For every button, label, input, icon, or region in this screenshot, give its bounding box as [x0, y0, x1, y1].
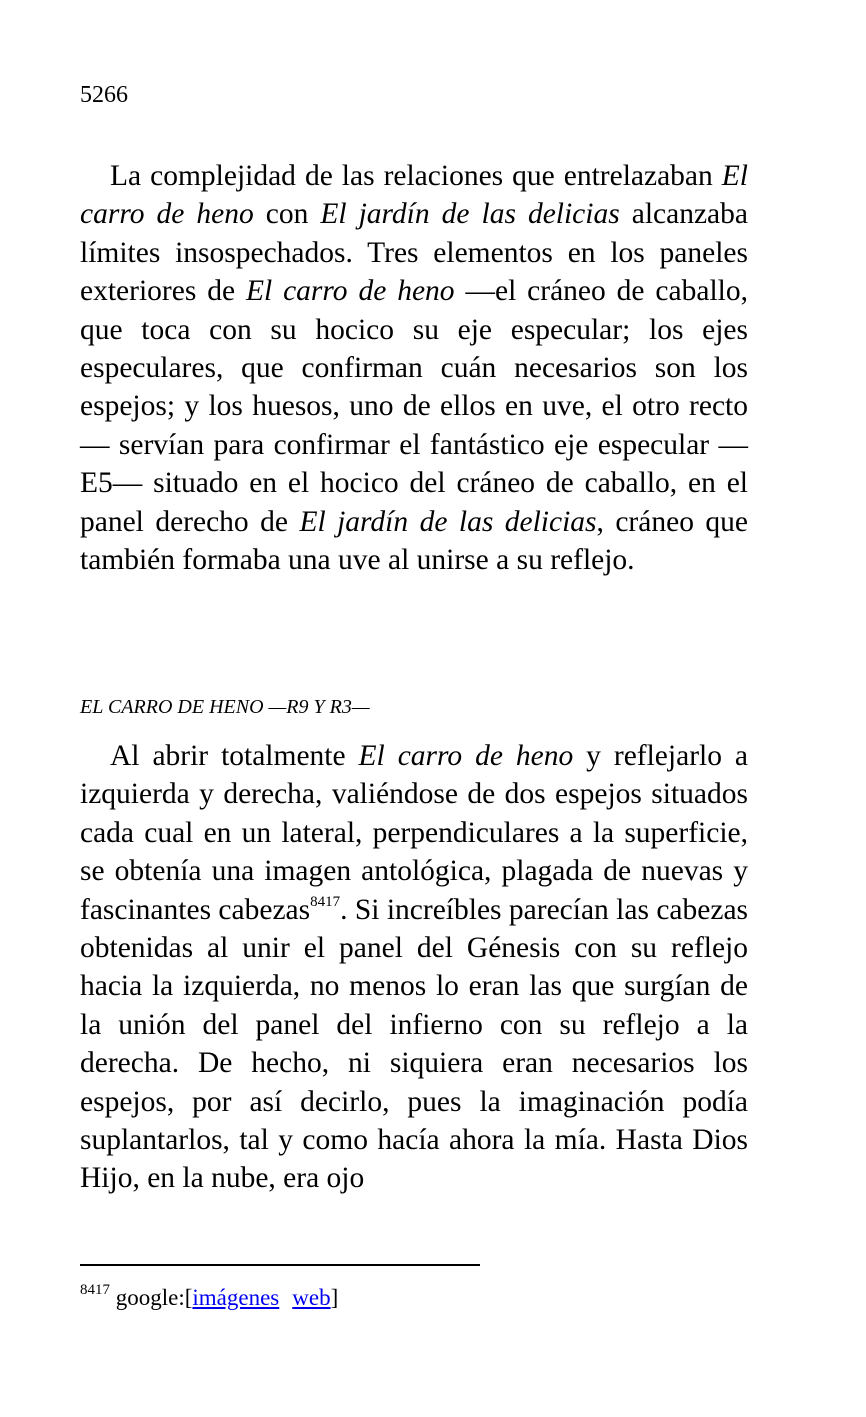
- paragraph-1-text-5: , cráneo que también formaba una uve al unirse a su reflejo.: [80, 505, 748, 577]
- paragraph-2: [80, 737, 748, 1198]
- paragraph-1-text-2: con: [253, 198, 321, 231]
- paragraph-2-text-3: . Si increíbles parecían las cabezas obtenidas al unir el panel del Génesis con su reflejo hacia la izquierda, no menos lo eran las que surgían de la unión del panel del infierno con su reflejo a la derecha. De hecho, ni siquiera eran necesarios los espejos, por así decirlo, pues la imaginación podía suplantarlos, tal y como hacía ahora la mía. Hasta Dios Hijo, en la nube, era ojo: [80, 893, 749, 1195]
- images-link[interactable]: imágenes: [192, 1285, 280, 1310]
- web-link[interactable]: web: [292, 1285, 331, 1310]
- paragraph-2-title-1: El carro de heno: [358, 740, 574, 772]
- paragraph-1-title-4: El jardín de las delicias: [299, 505, 597, 538]
- section-heading: EL CARRO DE HENO —R9 Y R3—: [80, 696, 370, 718]
- paragraph-2-text-1: Al abrir totalmente: [110, 740, 359, 772]
- paragraph-1-text-1: La complejidad de las relaciones que entrelazaban: [110, 160, 722, 192]
- page-number: 5266: [80, 82, 128, 108]
- footnote-reference[interactable]: 8417: [310, 893, 341, 910]
- paragraph-1: [80, 157, 748, 579]
- footnote-number: 8417: [80, 1282, 110, 1298]
- paragraph-1-title-2: El jardín de las delicias: [320, 198, 620, 231]
- paragraph-1-text-4: —el cráneo de caballo, que toca con su hocico su eje especular; los ejes especulares, que confirman cuán necesarios son los espejos; y los huesos, uno de ellos en uve, el otro recto— servían para confirmar el fantástico eje especular —E5— situado en el hocico del cráneo de caballo, en el panel derecho de: [80, 275, 748, 538]
- paragraph-2-text-2: y reflejarlo a izquierda y derecha, valiéndose de dos espejos situados cada cual en un lateral, perpendiculares a la superficie, se obtenía una imagen antológica, plagada de nuevas y fascinantes cabezas: [80, 740, 748, 926]
- footnote-divider: [80, 1264, 480, 1266]
- paragraph-1-text-3: alcanzaba límites insospechados. Tres elementos en los paneles exteriores de: [80, 198, 748, 308]
- footnote: [80, 1283, 338, 1313]
- paragraph-1-title-1: El carro de heno: [80, 160, 748, 231]
- footnote-suffix: ]: [330, 1285, 339, 1310]
- footnote-prefix: google:[: [110, 1285, 193, 1310]
- paragraph-1-title-3: El carro de heno: [245, 275, 455, 308]
